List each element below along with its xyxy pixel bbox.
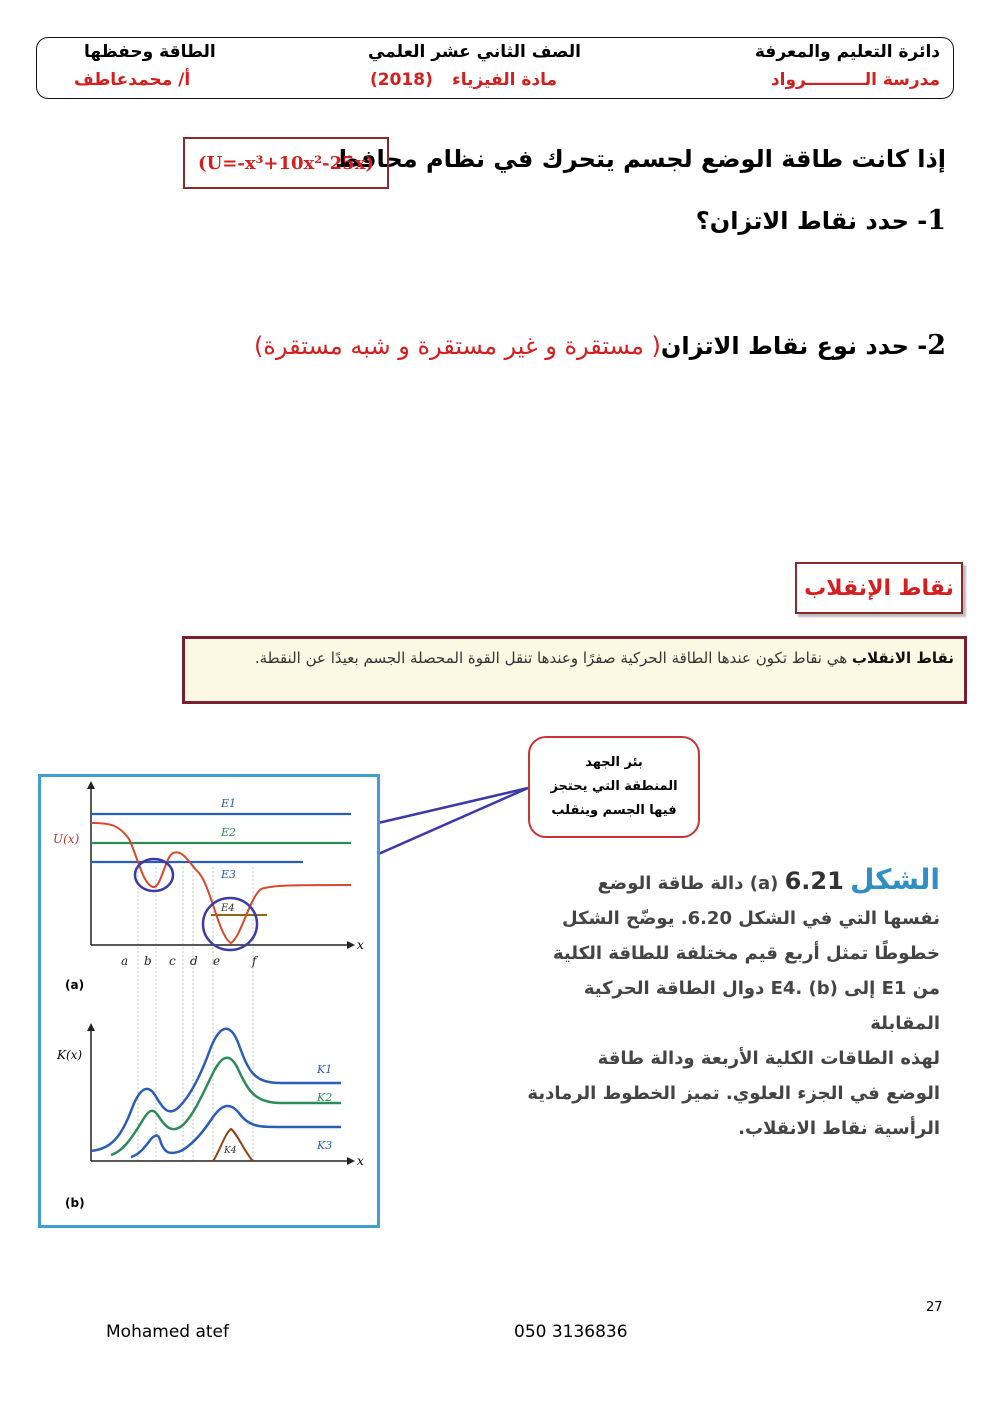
- caption-text-1: (a) دالة طاقة الوضع: [597, 873, 779, 894]
- caption-line-6: لهذه الطاقات الكلية الأربعة ودالة طاقة: [597, 1048, 940, 1069]
- point-a: a: [121, 954, 129, 968]
- subject-label: مادة الفيزياء: [452, 70, 558, 90]
- caption-line-1: [466, 862, 940, 901]
- teacher-name: أ/ محمدعاطف: [74, 70, 191, 90]
- label-e3: E3: [221, 868, 237, 881]
- question-2-hint: ( مستقرة و غير مستقرة و شبه مستقرة): [253, 332, 661, 360]
- x-label-b: x: [357, 1154, 364, 1168]
- k4-curve: [213, 1129, 253, 1161]
- energy-figure-svg: [41, 777, 377, 1225]
- panel-a-label: (a): [65, 978, 85, 992]
- x-label-a: x: [357, 938, 364, 952]
- problem-intro: إذا كانت طاقة الوضع لجسم يتحرك في نظام محافظ: [335, 145, 946, 173]
- point-d: d: [190, 954, 198, 968]
- question-2-text: - حدد نوع نقاط الاتزان: [660, 332, 928, 360]
- department-name: دائرة التعليم والمعرفة: [754, 42, 940, 62]
- caption-line-2: نفسها التي في الشكل 6.20. يوضّح الشكل: [562, 908, 940, 929]
- label-e2: E2: [221, 826, 237, 839]
- k1-curve: [91, 1029, 341, 1151]
- page-number: 27: [926, 1300, 943, 1315]
- caption-number: 6.21: [784, 867, 844, 895]
- unit-title: الطاقة وحفظها: [84, 42, 216, 62]
- point-b: b: [144, 954, 152, 968]
- formula-box: (U=-x³+10x²-25x): [183, 137, 389, 189]
- caption-line-4: من E1 إلى E4. (b) دوال الطاقة الحركية: [583, 978, 940, 999]
- question-1-number: 1: [927, 205, 946, 236]
- u-label: U(x): [53, 832, 80, 846]
- label-e4: E4: [221, 903, 235, 914]
- year-label: (2018): [370, 70, 433, 90]
- school-name: مدرسة الــــــــــرواد: [770, 70, 940, 90]
- point-e: e: [213, 954, 221, 968]
- figure-caption: [466, 862, 940, 1146]
- panel-b-label: (b): [65, 1196, 85, 1210]
- definition-text: هي نقاط تكون عندها الطاقة الحركية صفرًا وعندها تنقل القوة المحصلة الجسم بعيدًا عن النقطة.: [254, 649, 852, 667]
- label-k1: K1: [317, 1063, 333, 1076]
- label-k2: K2: [317, 1091, 333, 1104]
- callout-line-1: بئر الجهد: [585, 755, 643, 770]
- label-e1: E1: [221, 797, 237, 810]
- label-k4: K4: [224, 1146, 237, 1156]
- callout-line-2: المنطقة التي يحتجز: [550, 779, 678, 794]
- section-title: نقاط الإنقلاب: [795, 562, 963, 614]
- footer-author: Mohamed atef: [106, 1322, 230, 1342]
- caption-line-5: المقابلة: [870, 1013, 940, 1034]
- caption-line-7: الوضع في الجزء العلوي. تميز الخطوط الرمادية: [527, 1083, 940, 1104]
- point-c: c: [169, 954, 176, 968]
- caption-title: الشكل: [850, 863, 940, 896]
- point-f: f: [252, 954, 257, 968]
- caption-line-3: خطوطًا تمثل أربع قيم مختلفة للطاقة الكلية: [553, 943, 940, 964]
- footer-phone: 050 3136836: [514, 1322, 628, 1342]
- label-k3: K3: [317, 1139, 333, 1152]
- callout-line-3: فيها الجسم وينقلب: [551, 803, 677, 818]
- energy-figure: [38, 774, 380, 1228]
- question-2-number: 2: [927, 330, 946, 361]
- turning-point-lines: [138, 867, 253, 1161]
- caption-line-8: الرأسية نقاط الانقلاب.: [738, 1118, 940, 1139]
- question-1-text: - حدد نقاط الاتزان؟: [695, 207, 928, 235]
- potential-curve: [91, 823, 351, 943]
- definition-term: نقاط الانقلاب: [851, 649, 954, 667]
- grade-label: الصف الثاني عشر العلمي: [368, 42, 581, 62]
- k-label: K(x): [57, 1048, 83, 1062]
